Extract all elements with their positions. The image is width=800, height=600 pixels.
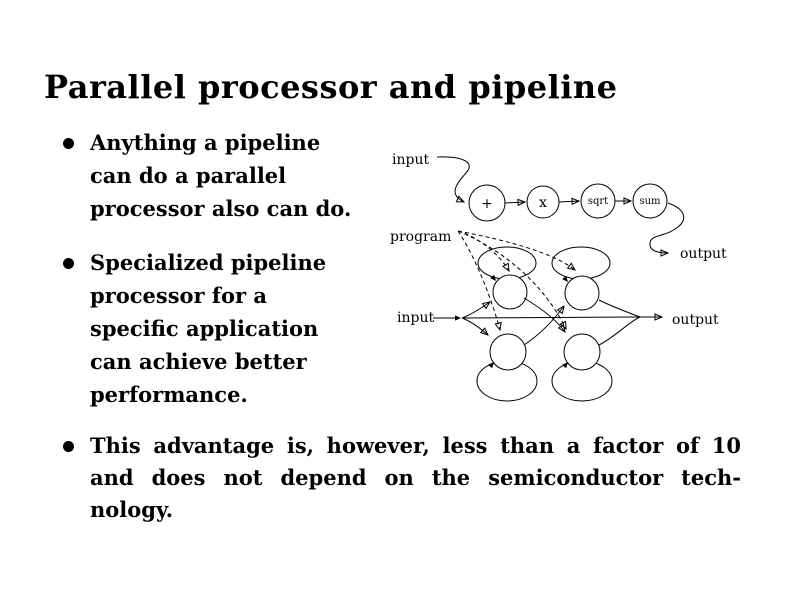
slide-title: Parallel processor and pipeline [44,68,618,106]
bullet-line: This advantage is, however, less than a factor of 10 [90,433,741,458]
stage-arrow-1 [505,202,525,203]
program-arrow-top-left [458,231,509,271]
bullet-marker [63,441,74,452]
program-arrow-top-right [458,231,575,270]
bullet-line: processor also can do. [90,196,352,221]
input-to-pipeline-arrow [437,157,469,202]
processor-node-top-right [565,276,599,310]
fan-in-to-bottom-left [462,318,488,335]
bullet-marker [63,138,74,149]
stage-label-sqrt: sqrt [587,196,609,207]
bullet-3-text [90,430,741,526]
stage-label-multiply: x [539,195,547,211]
bullet-line: nology. [90,497,174,522]
program-label: program [390,229,452,245]
self-loop-top-right [552,247,610,279]
self-loop-top-left [478,247,536,279]
bullet-line: processor for a [90,283,267,308]
fan-out-from-top-right [599,300,640,317]
program-arrow-bottom-left [458,231,500,330]
processor-node-bottom-right [564,334,600,370]
pipeline-input-label: input [392,152,430,168]
fan-in-to-top-left [462,302,490,318]
bullet-marker [63,258,74,269]
bullet-item-1 [63,126,351,225]
pipeline-output-label: output [680,246,727,262]
fan-out-from-bottom-right [599,317,640,345]
pipeline-diagram [392,152,727,262]
bullet-item-3 [63,430,741,526]
stage-label-sum: sum [639,196,661,207]
input-junction-arrowhead [455,315,461,320]
processor-node-top-left [493,275,527,309]
pipeline-vs-parallel-diagram [380,140,770,420]
bullet-line: Specialized pipeline [90,250,327,275]
bullet-2-text [90,246,326,411]
bullet-line: and does not depend on the semiconductor tech- [90,465,741,490]
stage-arrow-2 [559,201,579,202]
parallel-output-label: output [672,312,719,328]
stage-label-add: + [481,196,493,212]
bullet-line: can do a parallel [90,163,287,188]
parallel-processor-diagram [397,247,719,401]
bullet-1-text [90,126,351,225]
bullet-line: can achieve better [90,349,307,374]
bullet-item-2 [63,246,326,411]
bullet-line: specific application [90,316,319,341]
parallel-input-label: input [397,310,435,326]
processor-node-bottom-left [490,334,526,370]
bullet-line: Anything a pipeline [90,130,321,155]
bullet-line: performance. [90,382,248,407]
